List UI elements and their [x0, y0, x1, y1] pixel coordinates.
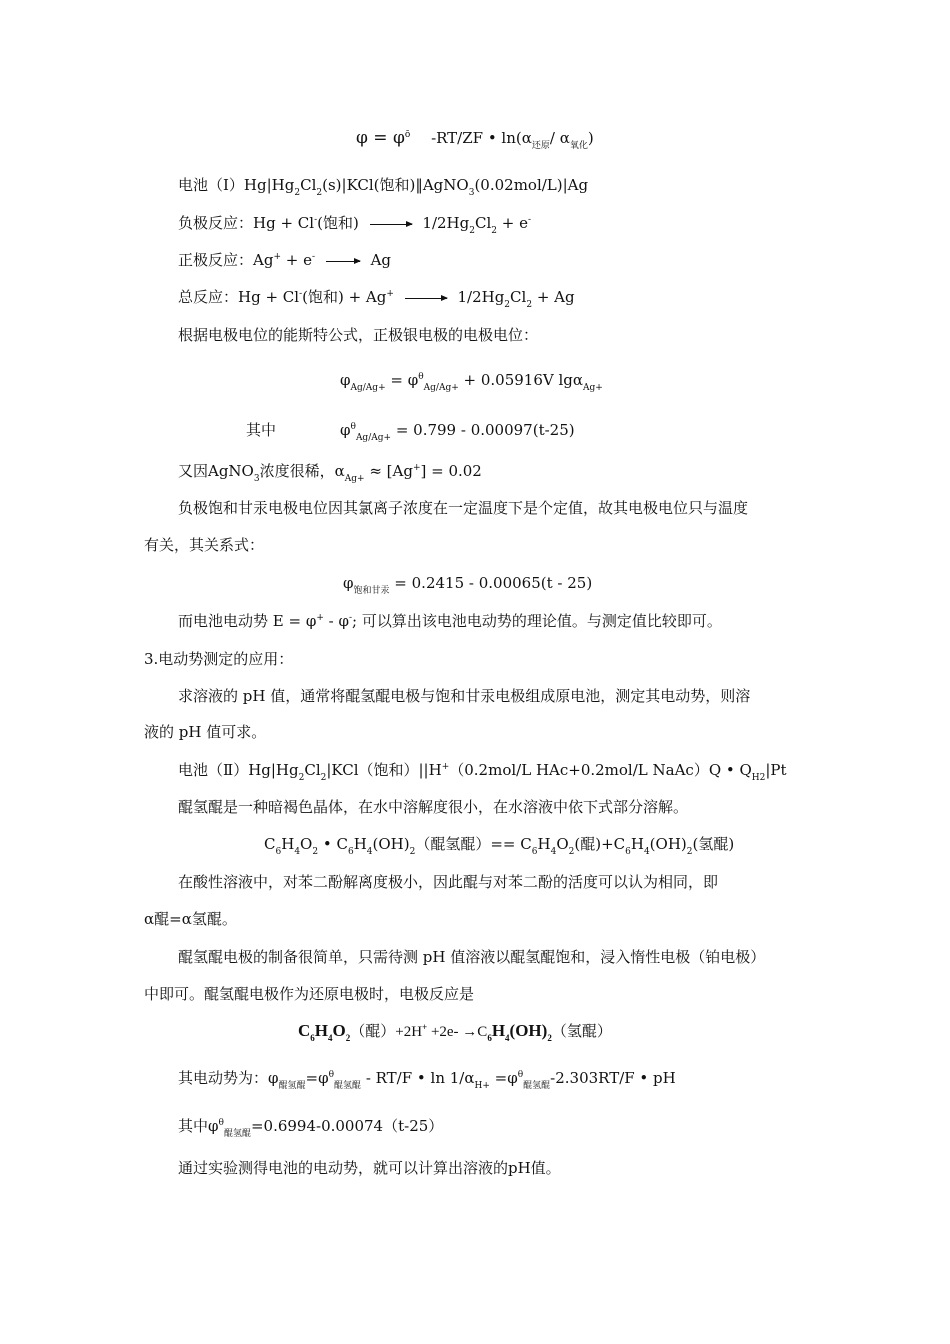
formula-ag-electrode	[340, 370, 603, 393]
sup: +	[412, 463, 421, 473]
sub: 2	[568, 847, 575, 857]
emf-quinhydrone-standard	[178, 1116, 444, 1139]
eq-text: = φ	[385, 371, 419, 389]
sub: 2	[409, 847, 416, 857]
sub: 2	[312, 847, 319, 857]
formula-nernst	[356, 128, 594, 151]
cell-2-notation	[178, 760, 787, 783]
el: (OH)	[372, 835, 410, 853]
el: H	[491, 1021, 506, 1040]
el: - RT/F • ln 1/α	[361, 1069, 475, 1087]
cell1-tail: (0.02mol/L)|Ag	[474, 176, 589, 194]
phi-symbol: φ	[340, 371, 351, 389]
cl-text: Cl	[510, 288, 527, 306]
right-arrow-icon	[405, 298, 447, 299]
ph-paragraph-line2: 液的 pH 值可求。	[144, 723, 267, 741]
sub: 醌氢醌	[278, 1081, 306, 1091]
formula-dissolution	[264, 834, 735, 857]
conclusion-paragraph: 通过实验测得电池的电动势，就可以计算出溶液的pH值。	[178, 1159, 561, 1177]
el: （氢醌）	[551, 1024, 612, 1040]
total-tail: + Ag	[532, 288, 575, 306]
sup: +	[441, 762, 450, 772]
right-arrow-icon	[370, 224, 412, 225]
cell2-tail: |Pt	[765, 761, 787, 779]
el: H	[314, 1021, 329, 1040]
el: +2e- →C	[427, 1024, 488, 1040]
calomel-paragraph-line1: 负极饱和甘汞电极电位因其氯离子浓度在一定温度下是个定值，故其电极电位只与温度	[178, 499, 749, 517]
dilute-tail: ] = 0.02	[420, 462, 482, 480]
el: O	[300, 835, 313, 853]
sub: H2	[751, 773, 766, 783]
sub: 6	[625, 847, 631, 857]
right-arrow-icon	[326, 261, 360, 262]
neg-tail: + e	[496, 214, 528, 232]
sub: 2	[526, 300, 533, 310]
sub: 6	[310, 1033, 315, 1043]
formula-electrode-reaction	[298, 1021, 612, 1042]
sub: 2	[320, 773, 327, 783]
acid-paragraph-line1: 在酸性溶液中，对苯二酚解离度极小，因此醌与对苯二酚的活度可以认为相同，即	[178, 873, 719, 891]
sub: 6	[531, 847, 538, 857]
sup: θ	[328, 1070, 335, 1080]
el: =φ	[305, 1069, 329, 1087]
prep-paragraph-line2: 中即可。醌氢醌电极作为还原电极时，电极反应是	[144, 985, 475, 1003]
sub: 2	[294, 188, 301, 198]
sub: 2	[298, 773, 305, 783]
section-3-heading: 3.电动势测定的应用：	[144, 650, 294, 668]
el: C	[264, 835, 276, 853]
sub: Ag+	[344, 474, 365, 484]
sup: -	[348, 613, 353, 623]
sub: 醌氢醌	[334, 1081, 362, 1091]
sub: 2	[504, 300, 511, 310]
total-product: 1/2Hg	[457, 288, 505, 306]
el: （醌）+2H	[350, 1024, 423, 1040]
sub: 2	[547, 1033, 552, 1043]
cl-text: Cl	[300, 176, 317, 194]
sup: -	[299, 289, 303, 299]
quinhydrone-paragraph: 醌氢醌是一种暗褐色晶体，在水中溶解度很小，在水溶液中依下式部分溶解。	[178, 798, 689, 816]
neg-product: 1/2Hg	[422, 214, 470, 232]
positive-electrode-reaction	[178, 250, 391, 270]
ph-paragraph-line1: 求溶液的 pH 值，通常将醌氢醌电极与饱和甘汞电极组成原电池，测定其电动势，则溶	[178, 687, 751, 705]
el: C	[298, 1021, 311, 1040]
pos-label: 正极反应：Ag	[178, 251, 274, 269]
sub: H+	[474, 1081, 490, 1091]
sup: +	[316, 613, 324, 623]
sup: θ	[418, 372, 424, 382]
nernst-intro-paragraph: 根据电极电位的能斯特公式，正极银电极的电极电位：	[178, 326, 539, 344]
formula-theta: ō	[404, 130, 411, 140]
el: (OH)	[649, 835, 687, 853]
prep-paragraph-line1: 醌氢醌电极的制备很简单，只需待测 pH 值溶液以醌氢醌饱和，浸入惰性电极（铂电极）	[178, 948, 766, 966]
cell2-buffer: （0.2mol/L HAc+0.2mol/L NaAc）Q • Q	[449, 761, 752, 779]
ag-tail: + 0.05916V lgα	[458, 371, 584, 389]
sub: 3	[253, 474, 260, 484]
sub: Ag/Ag+	[350, 383, 386, 393]
el: O	[332, 1021, 346, 1040]
sup: +	[386, 289, 394, 299]
phi-symbol: φ	[343, 574, 354, 592]
el: O	[556, 835, 569, 853]
sup: -	[527, 215, 532, 225]
sub: 2	[316, 188, 323, 198]
ag-std-tail: = 0.799 - 0.00097(t-25)	[391, 421, 575, 439]
cl-text: Cl	[304, 761, 321, 779]
sub: 2	[686, 847, 693, 857]
sub: Ag/Ag+	[355, 433, 392, 443]
cell-1-notation	[178, 175, 589, 198]
el: =0.6994-0.00074（t-25）	[250, 1117, 444, 1135]
sup: -	[314, 215, 318, 225]
sup: θ	[517, 1070, 524, 1080]
sup: -	[311, 252, 316, 262]
el: H	[353, 835, 367, 853]
phi-symbol: φ	[340, 421, 351, 439]
sub: 3	[468, 188, 475, 198]
sub: 4	[643, 847, 650, 857]
cell2-label: 电池（Ⅱ）Hg|Hg	[178, 761, 299, 779]
cell1-label: 电池（Ⅰ）Hg|Hg	[178, 176, 295, 194]
emf-mid: - φ	[323, 612, 349, 630]
cell2-mid: |KCl（饱和）||H	[326, 761, 442, 779]
dilute-label: 又因AgNO	[178, 462, 254, 480]
dilute-approx: ≈ [Ag	[364, 462, 413, 480]
formula-sub-red: 还原	[531, 141, 550, 151]
formula-rhs: -RT/ZF • ln(α	[431, 129, 532, 147]
cell1-rest: (s)|KCl(饱和)‖AgNO	[322, 176, 469, 194]
el: (OH)	[509, 1021, 548, 1040]
neg-label: 负极反应：Hg + Cl	[178, 214, 315, 232]
el: H	[281, 835, 295, 853]
formula-ag-standard	[246, 420, 276, 440]
sub: 4	[366, 847, 373, 857]
sub: 2	[469, 226, 475, 236]
dilute-mid: 浓度很稀，α	[259, 462, 345, 480]
formula-ag-standard-expr	[340, 420, 575, 443]
sub: 2	[491, 226, 497, 236]
sub: 饱和甘汞	[353, 586, 390, 596]
emfq-label: 其电动势为：φ	[178, 1069, 279, 1087]
acid-paragraph-line2: α醌=α氢醌。	[144, 910, 237, 928]
emf-quinhydrone	[178, 1068, 676, 1091]
sub: 6	[347, 847, 354, 857]
sup: θ	[218, 1118, 224, 1128]
sub: 4	[328, 1033, 333, 1043]
calomel-tail: = 0.2415 - 0.00065(t - 25)	[389, 574, 593, 592]
sup: +	[273, 252, 281, 262]
sub: 2	[345, 1033, 351, 1043]
sub: 醌氢醌	[523, 1081, 551, 1091]
negative-electrode-reaction	[178, 213, 532, 236]
sub: Ag+	[583, 383, 603, 393]
where-label: 其中	[246, 421, 277, 439]
neg-mid: (饱和)	[317, 214, 359, 232]
total-mid: (饱和) + Ag	[302, 288, 387, 306]
el: H	[537, 835, 551, 853]
el: -2.303RT/F • pH	[550, 1069, 676, 1087]
sup: θ	[350, 422, 356, 432]
sub: 醌氢醌	[223, 1129, 251, 1139]
formula-lhs: φ = φ	[356, 128, 405, 148]
el: H	[630, 835, 644, 853]
sup: +	[422, 1022, 428, 1032]
pos-product: Ag	[370, 251, 392, 269]
sub: Ag/Ag+	[423, 383, 459, 393]
total-reaction	[178, 287, 575, 310]
emf-tail: ; 可以算出该电池电动势的理论值。与测定值比较即可。	[352, 612, 722, 630]
emf-definition	[178, 611, 722, 631]
el: （醌氢醌）== C	[415, 835, 532, 853]
formula-close: )	[587, 129, 594, 147]
formula-sub-ox: 氧化	[569, 141, 588, 151]
el: 其中φ	[178, 1117, 219, 1135]
total-label: 总反应：Hg + Cl	[178, 288, 300, 306]
el: • C	[318, 835, 348, 853]
el: =φ	[489, 1069, 518, 1087]
calomel-paragraph-line2: 有关，其关系式：	[144, 536, 265, 554]
el: (醌)+C	[574, 835, 626, 853]
el: (氢醌)	[692, 835, 735, 853]
cl-text: Cl	[474, 214, 492, 232]
formula-slash: / α	[549, 129, 570, 147]
sub: 4	[550, 847, 557, 857]
dilute-approximation	[178, 461, 482, 484]
sub: 4	[505, 1033, 510, 1043]
formula-calomel	[343, 573, 593, 596]
sub: 4	[294, 847, 301, 857]
sub: 6	[275, 847, 282, 857]
emf-pre: 而电池电动势 E = φ	[178, 612, 317, 630]
sub: 6	[487, 1033, 492, 1043]
pos-mid: + e	[280, 251, 312, 269]
